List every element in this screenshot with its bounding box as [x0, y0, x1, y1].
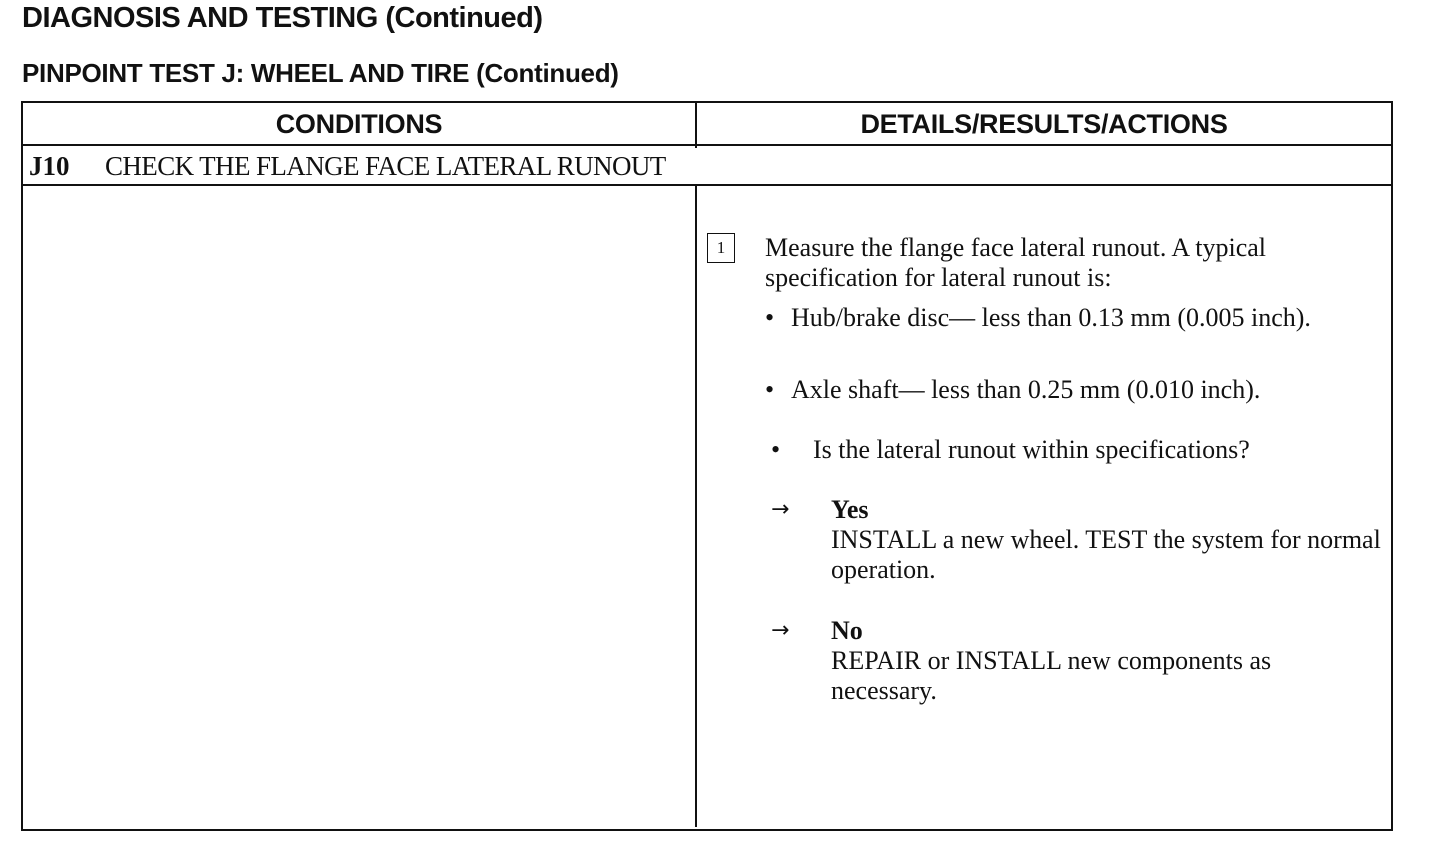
bullet-icon: • — [771, 435, 781, 464]
instruction-text: Measure the flange face lateral runout. A typical specification for lateral runout is: — [765, 233, 1267, 292]
column-header-details: DETAILS/RESULTS/ACTIONS — [860, 108, 1228, 139]
header-divider — [23, 144, 1391, 146]
arrow-right-icon: → — [771, 618, 790, 643]
result-action: INSTALL a new wheel. TEST the system for normal operation. — [831, 525, 1381, 584]
column-header-conditions: CONDITIONS — [275, 108, 443, 139]
question-text: Is the lateral runout within specifications? — [813, 435, 1250, 464]
step-row — [23, 148, 1391, 184]
spec-text: Hub/brake disc— less than 0.13 mm (0.005 inch). — [791, 303, 1311, 332]
spec-text: Axle shaft— less than 0.25 mm (0.010 inch). — [791, 375, 1261, 404]
step-title: CHECK THE FLANGE FACE LATERAL RUNOUT — [105, 150, 666, 181]
result-yes — [771, 495, 1381, 585]
bullet-icon: • — [765, 375, 775, 404]
spec-item — [765, 375, 1365, 405]
result-no — [771, 616, 1331, 706]
arrow-right-icon: → — [771, 497, 790, 522]
pinpoint-test-table — [21, 101, 1393, 831]
result-answer: No — [831, 616, 863, 645]
step-id: J10 — [29, 150, 70, 181]
column-divider — [695, 103, 697, 827]
result-action: REPAIR or INSTALL new components as necessary. — [831, 646, 1272, 705]
bullet-icon: • — [765, 303, 775, 332]
step-divider — [23, 184, 1391, 186]
question-item — [771, 435, 1371, 465]
step-number-box: 1 — [707, 233, 735, 263]
section-title: PINPOINT TEST J: WHEEL AND TIRE (Continued) — [22, 58, 619, 88]
spec-item — [765, 303, 1325, 333]
page-title: DIAGNOSIS AND TESTING (Continued) — [22, 2, 543, 34]
result-answer: Yes — [831, 495, 869, 524]
